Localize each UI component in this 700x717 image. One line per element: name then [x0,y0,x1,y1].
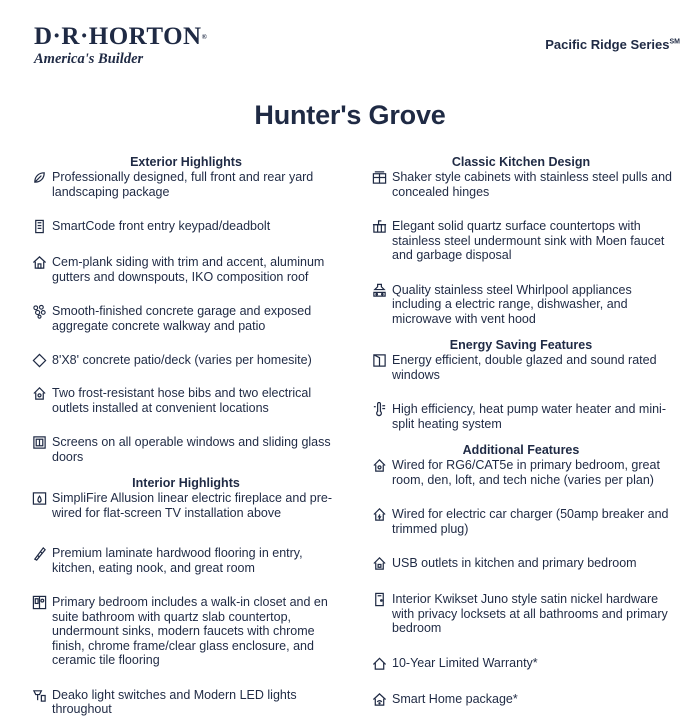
list-item [370,656,672,672]
item-text: Deako light switches and Modern LED lights throughout [52,687,297,716]
smart-home-icon [370,692,388,708]
range-hood-icon [370,283,388,299]
list-item [370,458,672,487]
list-item [370,283,672,327]
series-name: Pacific Ridge Series℠ [545,37,680,52]
list-item [370,353,672,382]
cabinet-icon [370,170,388,186]
interior-heading: Interior Highlights [132,476,240,490]
wired-home-icon [370,458,388,474]
window-icon [370,353,388,369]
house-icon [30,255,48,271]
usb-outlet-icon [370,556,388,572]
list-item [370,170,672,199]
warranty-icon [370,656,388,672]
list-item [30,688,342,717]
list-item [370,507,672,536]
item-text: Cem-plank siding with trim and accent, aluminum gutters and downspouts, IKO composition roof [52,255,325,284]
page-title: Hunter's Grove [254,100,446,130]
window-screen-icon [30,435,48,451]
item-text: Interior Kwikset Juno style satin nickel hardware with privacy locksets at all bathrooms and primary bedroom [392,592,668,635]
logo-tagline: America's Builder [34,51,144,67]
item-text: Premium laminate hardwood flooring in entry, kitchen, eating nook, and great room [52,546,303,575]
fireplace-icon [30,491,48,507]
list-item [30,255,342,284]
item-text: Two frost-resistant hose bibs and two electrical outlets installed at convenient locations [52,386,312,415]
list-item [370,402,672,431]
list-item [30,304,342,333]
item-text: Wired for RG6/CAT5e in primary bedroom, great room, den, loft, and tech niche (varies per plan) [392,458,660,487]
keypad-icon [30,219,48,235]
list-item [370,219,672,263]
item-text: Smart Home package* [392,691,518,706]
item-text: Primary bedroom includes a walk-in closet and en suite bathroom with quartz slab countertop, undermount sinks, modern faucets with chrome finish, chrome frame/clear glass enclosure, and ceramic tile flooring [52,595,328,667]
hose-bib-icon [30,386,48,402]
kitchen-heading: Classic Kitchen Design [451,155,591,169]
item-text: SmartCode front entry keypad/deadbolt [52,219,271,233]
item-text: Smooth-finished concrete garage and exposed aggregate concrete walkway and patio [52,304,312,333]
flooring-icon [30,546,48,562]
car-charger-icon [370,507,388,523]
right-column [370,155,672,708]
list-item [30,546,342,575]
list-item [30,435,342,464]
list-item [30,219,342,235]
item-text: High efficiency, heat pump water heater and mini-split heating system [392,402,666,431]
left-column [30,155,342,717]
item-text: Professionally designed, full front and rear yard landscaping package [52,170,314,199]
item-text: SimpliFire Allusion linear electric fireplace and pre-wired for flat-screen TV installation above [52,491,332,520]
item-text: Elegant solid quartz surface countertops with stainless steel undermount sink with Moen faucet and garbage disposal [392,219,665,262]
item-text: Energy efficient, double glazed and sound rated windows [392,353,657,382]
diamond-icon [30,353,48,369]
energy-heading: Energy Saving Features [449,338,593,352]
concrete-icon [30,304,48,320]
dr-horton-logo [34,23,208,67]
list-item [30,595,342,668]
light-switch-icon [30,688,48,704]
list-item [30,491,342,520]
list-item [30,353,342,369]
item-text: Wired for electric car charger (50amp breaker and trimmed plug) [392,507,669,536]
leaf-icon [30,170,48,186]
door-hardware-icon [370,592,388,608]
additional-heading: Additional Features [462,443,580,457]
item-text: 8'X8' concrete patio/deck (varies per homesite) [52,353,312,367]
bathroom-icon [30,595,48,611]
item-text: Shaker style cabinets with stainless steel pulls and concealed hinges [392,170,673,199]
list-item [370,692,672,708]
item-text: Screens on all operable windows and sliding glass doors [52,435,331,464]
list-item [370,556,672,572]
item-text: 10-Year Limited Warranty* [392,655,538,670]
list-item [30,386,342,415]
list-item [30,170,342,199]
logo-wordmark: D·R·HORTON® [34,23,208,50]
item-text: Quality stainless steel Whirlpool appliances including a electric range, dishwasher, and microwave with vent hood [392,282,632,326]
thermometer-icon [370,402,388,418]
exterior-heading: Exterior Highlights [130,155,242,169]
countertop-icon [370,219,388,235]
item-text: USB outlets in kitchen and primary bedroom [392,556,637,570]
list-item [370,592,672,636]
